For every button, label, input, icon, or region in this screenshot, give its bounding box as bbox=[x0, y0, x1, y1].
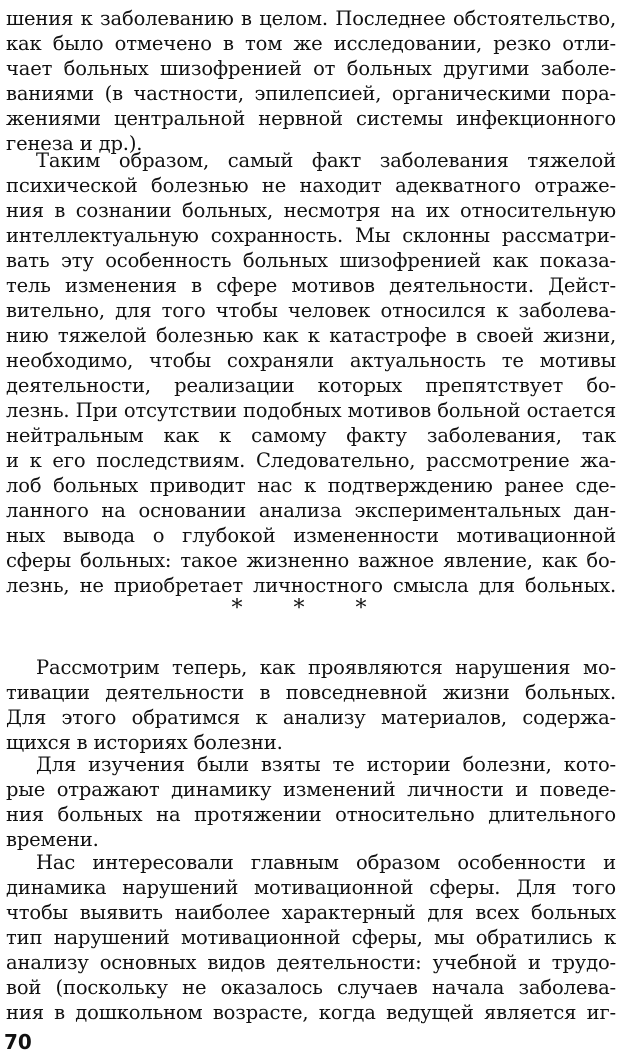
text-line: Нас интересовали главным образом особенности и bbox=[36, 851, 616, 874]
section-separator: * * * bbox=[231, 596, 389, 621]
text-line: психической болезнью не находит адекватного отраже- bbox=[6, 174, 616, 197]
text-line: ланного на основании анализа экспериментальных дан- bbox=[6, 499, 616, 522]
text-line: динамика нарушений мотивационной сферы. Для того bbox=[6, 876, 616, 899]
text-line: рые отражают динамику изменений личности и поведе- bbox=[6, 778, 616, 801]
text-line: щихся в историях болезни. bbox=[6, 731, 283, 754]
text-line: времени. bbox=[6, 828, 99, 851]
paragraph-method bbox=[6, 752, 616, 852]
text-line: Для изучения были взяты те истории болезни, кото- bbox=[36, 753, 616, 776]
paragraph-intro bbox=[6, 655, 616, 755]
text-line: тель изменения в сфере мотивов деятельности. Дейст- bbox=[6, 274, 616, 297]
text-line: Таким образом, самый факт заболевания тяжелой bbox=[36, 149, 616, 172]
paragraph-conclusion bbox=[6, 148, 616, 598]
text-line: вать эту особенность больных шизофренией как показа- bbox=[6, 249, 616, 272]
text-line: чтобы выявить наиболее характерный для всех больных bbox=[6, 901, 616, 924]
text-line: тип нарушений мотивационной сферы, мы обратились к bbox=[6, 926, 616, 949]
text-line: ных вывода о глубокой измененности мотивационной bbox=[6, 524, 616, 547]
text-line: вой (поскольку не оказалось случаев начала заболева- bbox=[6, 976, 616, 999]
text-line: ния больных на протяжении относительно длительного bbox=[6, 803, 616, 826]
text-line: анализу основных видов деятельности: учебной и трудо- bbox=[6, 951, 616, 974]
page-number: 70 bbox=[4, 1030, 32, 1054]
text-line: генеза и др.). bbox=[6, 132, 143, 155]
text-line: ния в сознании больных, несмотря на их относительную bbox=[6, 199, 616, 222]
text-line: нейтральным как к самому факту заболевания, так bbox=[6, 424, 616, 447]
paragraph-continuation bbox=[6, 6, 616, 156]
text-line: и к его последствиям. Следовательно, рассмотрение жа- bbox=[6, 449, 616, 472]
paragraph-focus bbox=[6, 850, 616, 1025]
text-line: необходимо, чтобы сохраняли актуальность те мотивы bbox=[6, 349, 616, 372]
text-line: тивации деятельности в повседневной жизни больных. bbox=[6, 681, 616, 704]
text-line: лезнь, не приобретает личностного смысла для больных. bbox=[6, 574, 616, 597]
text-line: ваниями (в частности, эпилепсией, органическими пора- bbox=[6, 82, 616, 105]
text-line: как было отмечено в том же исследовании, резко отли- bbox=[6, 32, 616, 55]
text-line: лоб больных приводит нас к подтверждению ранее сде- bbox=[6, 474, 616, 497]
text-line: чает больных шизофренией от больных другими заболе- bbox=[6, 57, 616, 80]
text-line: ния в дошкольном возрасте, когда ведущей является иг- bbox=[6, 1001, 616, 1024]
text-line: вительно, для того чтобы человек относился к заболева- bbox=[6, 299, 616, 322]
text-line: Для этого обратимся к анализу материалов, содержа- bbox=[6, 706, 616, 729]
text-line: Рассмотрим теперь, как проявляются нарушения мо- bbox=[36, 656, 616, 679]
text-line: сферы больных: такое жизненно важное явление, как бо- bbox=[6, 549, 616, 572]
text-line: лезнь. При отсутствии подобных мотивов больной остается bbox=[6, 399, 616, 422]
text-line: жениями центральной нервной системы инфекционного bbox=[6, 107, 616, 130]
text-line: шения к заболеванию в целом. Последнее обстоятельство, bbox=[6, 7, 616, 30]
text-line: деятельности, реализации которых препятствует бо- bbox=[6, 374, 616, 397]
text-line: нию тяжелой болезнью как к катастрофе в своей жизни, bbox=[6, 324, 616, 347]
text-line: интеллектуальную сохранность. Мы склонны рассматри- bbox=[6, 224, 616, 247]
